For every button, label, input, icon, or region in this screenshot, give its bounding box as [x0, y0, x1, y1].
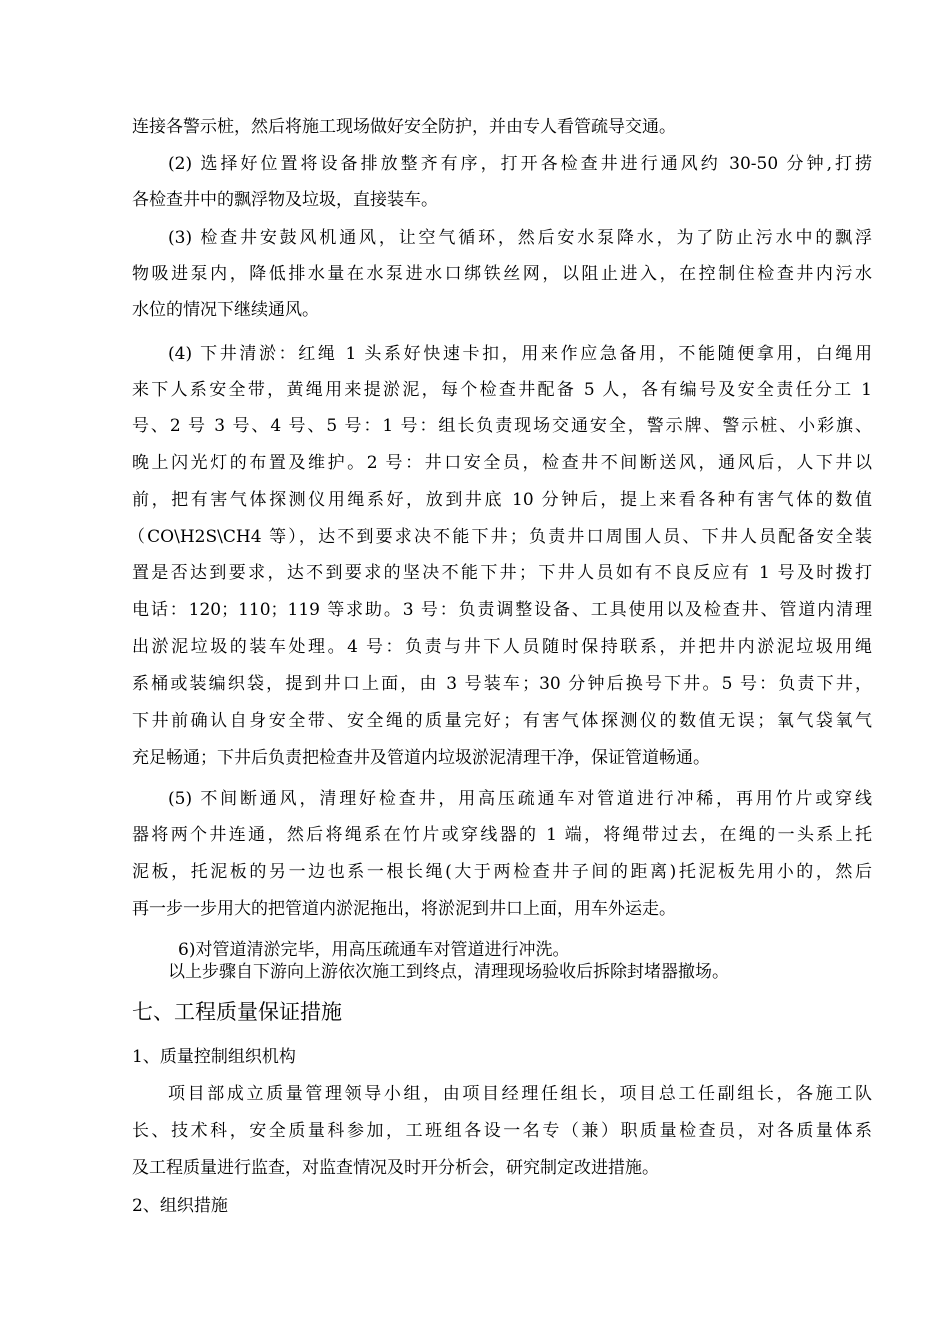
- step-5-line: (5) 不间断通风，清理好检查井，用高压疏通车对管道进行冲稀，再用竹片或穿线: [168, 789, 872, 809]
- text-line: 水位的情况下继续通风。: [132, 300, 319, 320]
- step-6-line: 6)对管道清淤完毕，用高压疏通车对管道进行冲洗。: [178, 940, 570, 960]
- text-line: 来下人系安全带，黄绳用来提淤泥，每个检查井配备 5 人，各有编号及安全责任分工 1: [132, 380, 872, 400]
- subsection-title: 1、质量控制组织机构: [132, 1047, 296, 1067]
- text-line: 号、2 号 3 号、4 号、5 号：1 号：组长负责现场交通安全，警示牌、警示桩、小彩旗、: [132, 416, 872, 436]
- text-line: 下井前确认自身安全带、安全绳的质量完好；有害气体探测仪的数值无误；氧气袋氧气: [132, 711, 872, 731]
- section-title: 七、工程质量保证措施: [132, 1000, 342, 1024]
- text-line: 物吸进泵内，降低排水量在水泵进水口绑铁丝网，以阻止进入，在控制住检查井内污水: [132, 264, 872, 284]
- text-line: 泥板，托泥板的另一边也系一根长绳(大于两检查井子间的距离)托泥板先用小的，然后: [132, 862, 872, 882]
- text-line: 及工程质量进行监查，对监查情况及时开分析会，研究制定改进措施。: [132, 1158, 659, 1178]
- text-line: 各检查井中的飘浮物及垃圾，直接装车。: [132, 190, 438, 210]
- text-line: 再一步一步用大的把管道内淤泥拖出，将淤泥到井口上面，用车外运走。: [132, 899, 676, 919]
- text-line: 置是否达到要求，达不到要求的坚决不能下井；下井人员如有不良反应有 1 号及时拨打: [132, 563, 872, 583]
- text-line: 长、技术科，安全质量科参加，工班组各设一名专（兼）职质量检查员，对各质量体系: [132, 1121, 872, 1141]
- summary-line: 以上步骤自下游向上游依次施工到终点，清理现场验收后拆除封堵器撤场。: [168, 962, 729, 982]
- text-line: 器将两个井连通，然后将绳系在竹片或穿线器的 1 端，将绳带过去，在绳的一头系上托: [132, 825, 872, 845]
- text-line: 连接各警示桩，然后将施工现场做好安全防护，并由专人看管疏导交通。: [132, 117, 676, 137]
- text-line: 项目部成立质量管理领导小组，由项目经理任组长，项目总工任副组长，各施工队: [168, 1084, 872, 1104]
- step-4-line: (4) 下井清淤：红绳 1 头系好快速卡扣，用来作应急备用，不能随便拿用，白绳用: [168, 344, 872, 364]
- text-line: 系桶或装编织袋，提到井口上面，由 3 号装车；30 分钟后换号下井。5 号：负责下井，: [132, 674, 872, 694]
- text-line: 充足畅通；下井后负责把检查井及管道内垃圾淤泥清理干净，保证管道畅通。: [132, 748, 710, 768]
- text-line: （CO\H2S\CH4 等），达不到要求决不能下井；负责井口周围人员、下井人员配备安全装: [128, 527, 872, 547]
- subsection-title: 2、组织措施: [132, 1196, 228, 1216]
- step-3-line: (3) 检查井安鼓风机通风，让空气循环，然后安水泵降水，为了防止污水中的飘浮: [168, 228, 872, 248]
- step-2-line: (2) 选择好位置将设备排放整齐有序，打开各检查井进行通风约 30-50 分钟,打捞: [168, 154, 872, 174]
- text-line: 前，把有害气体探测仪用绳系好，放到井底 10 分钟后，提上来看各种有害气体的数值: [132, 490, 872, 510]
- text-line: 电话：120；110；119 等求助。3 号：负责调整设备、工具使用以及检查井、管道内清理: [132, 600, 872, 620]
- text-line: 出淤泥垃圾的装车处理。4 号：负责与井下人员随时保持联系，并把井内淤泥垃圾用绳: [132, 637, 872, 657]
- text-line: 晚上闪光灯的布置及维护。2 号：井口安全员，检查井不间断送风，通风后，人下井以: [132, 453, 872, 473]
